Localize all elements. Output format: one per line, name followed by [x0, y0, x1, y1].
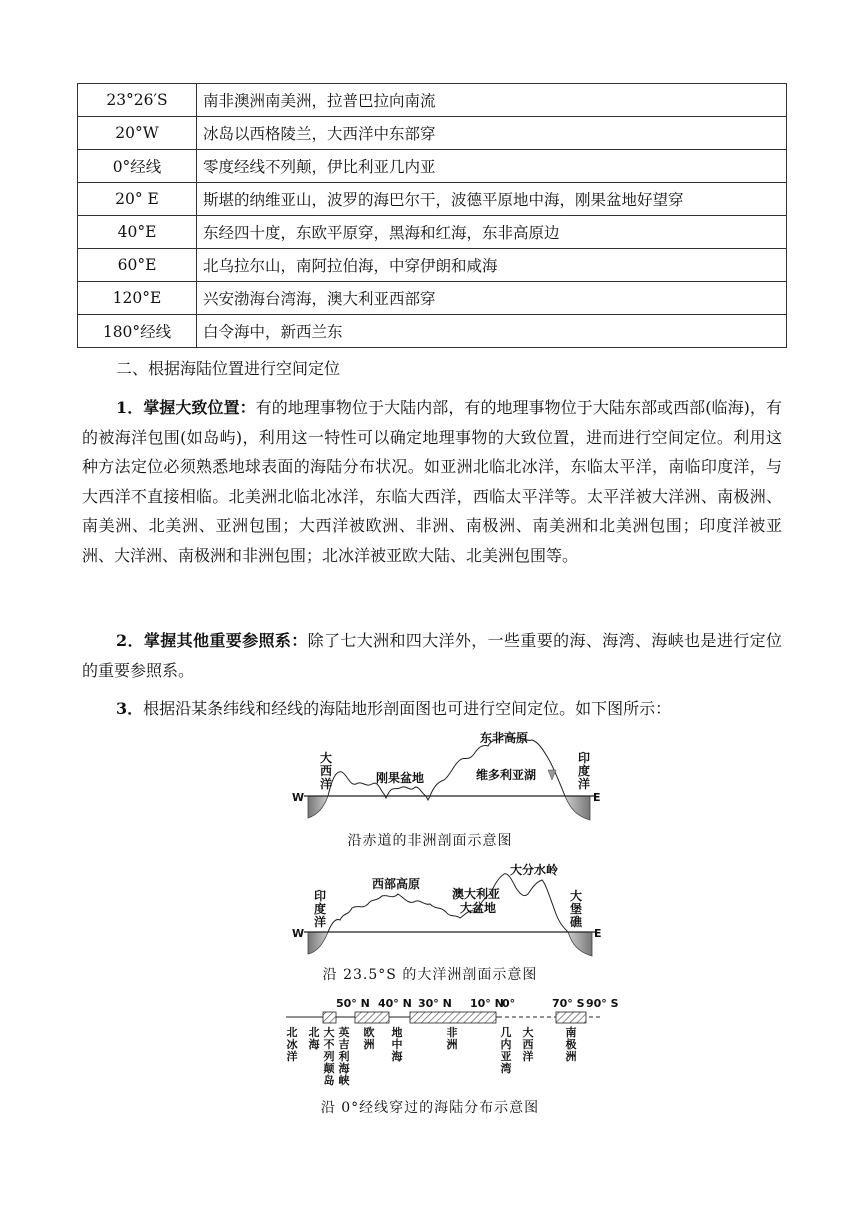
land-great-britain	[323, 1012, 336, 1023]
land-europe	[355, 1012, 389, 1023]
label-great-basin-2: 大盆地	[460, 901, 497, 915]
tick-40n: 40° N	[378, 997, 412, 1010]
table-row	[78, 282, 787, 315]
cell-line: 180°经线	[78, 315, 197, 348]
tick-30n: 30° N	[418, 997, 452, 1010]
region-label: 几内亚湾	[500, 1026, 512, 1075]
region-label: 地中海	[391, 1026, 403, 1063]
region-label: 欧洲	[363, 1026, 375, 1051]
left-ocean-shape	[308, 796, 328, 818]
cell-line: 20°W	[78, 117, 197, 150]
paragraph-1-bold: 掌握大致位置：	[143, 398, 256, 417]
table-row	[78, 84, 787, 117]
label-east: E	[593, 791, 601, 804]
figure-oceania-profile	[280, 858, 610, 968]
paragraph-1-number: 1．	[116, 398, 144, 417]
region-label: 大西洋	[522, 1026, 534, 1063]
label-great-dividing-range: 大分水岭	[510, 863, 559, 877]
paragraph-2	[82, 626, 782, 685]
figure-2-caption: 沿 23.5°S 的大洋洲剖面示意图	[322, 967, 538, 983]
paragraph-3-number: 3．	[116, 699, 144, 718]
tick-labels	[336, 997, 619, 1010]
paragraph-1-text: 有的地理事物位于大陆内部，有的地理事物位于大陆东部或西部(临海)，有的被海洋包围(如岛屿)，利用这一特性可以确定地理事物的大致位置，进而进行空间定位。利用这种方法定位必须熟悉地球表面的海陆分布状况。如亚洲北临北冰洋，东临太平洋，南临印度洋，与大西洋不直接相临。北美洲北临北冰洋，东临大西洋，西临太平洋等。太平洋被大洋洲、南极洲、南美洲、北美洲、亚洲包围；大西洋被欧洲、非洲、南极洲、南美洲和北美洲包围；印度洋被亚洲、大洋洲、南极洲和非洲包围；北冰洋被亚欧大陆、北美洲包围等。	[82, 398, 782, 565]
cell-description: 白令海中，新西兰东	[197, 315, 787, 348]
label-atlantic: 大西洋	[320, 751, 333, 791]
meridian-parallel-table	[77, 83, 787, 348]
cell-description: 冰岛以西格陵兰，大西洋中东部穿	[197, 117, 787, 150]
region-label: 南极洲	[565, 1026, 577, 1063]
region-label: 北海	[308, 1026, 320, 1051]
cell-line: 40°E	[78, 216, 197, 249]
label-great-barrier-reef: 大堡礁	[570, 889, 583, 929]
cell-line: 20° E	[78, 183, 197, 216]
paragraph-2-text: 除了七大洲和四大洋外，一些重要的海、海湾、海峡也是进行定位的重要参照系。	[82, 631, 782, 680]
table-row	[78, 249, 787, 282]
region-label: 非洲	[446, 1026, 458, 1051]
left-ocean-shape	[308, 932, 328, 954]
cell-description: 零度经线不列颠，伊比利亚几内亚	[197, 150, 787, 183]
figure-1-caption: 沿赤道的非洲剖面示意图	[347, 833, 513, 849]
land-antarctica	[556, 1012, 586, 1023]
cell-description: 南非澳洲南美洲，拉普巴拉向南流	[197, 84, 787, 117]
region-label: 北冰洋	[286, 1026, 298, 1063]
right-ocean-shape	[565, 796, 590, 820]
section-heading: 二、根据海陆位置进行空间定位	[116, 359, 341, 378]
lake-basin-shape	[548, 770, 556, 780]
cell-description: 北乌拉尔山，南阿拉伯海，中穿伊朗和咸海	[197, 249, 787, 282]
table-row	[78, 216, 787, 249]
paragraph-2-bold: 掌握其他重要参照系：	[143, 631, 308, 650]
figure-3-caption: 沿 0°经线穿过的海陆分布示意图	[320, 1100, 540, 1116]
label-east: E	[594, 927, 602, 940]
region-label: 英吉利海峡	[338, 1026, 350, 1087]
paragraph-1	[82, 393, 782, 570]
label-west: W	[292, 791, 305, 804]
cell-description: 斯堪的纳维亚山，波罗的海巴尔干，波德平原地中海，刚果盆地好望穿	[197, 183, 787, 216]
region-label: 大不列颠岛	[323, 1026, 335, 1087]
tick-0: 0°	[502, 997, 516, 1010]
cell-line: 23°26′S	[78, 84, 197, 117]
cell-description: 东经四十度，东欧平原穿，黑海和红海，东非高原边	[197, 216, 787, 249]
tick-90s: 90° S	[586, 997, 619, 1010]
right-ocean-shape	[568, 932, 592, 956]
tick-10n: 10° N	[470, 997, 504, 1010]
label-congo-basin: 刚果盆地	[376, 771, 425, 785]
table-row	[78, 183, 787, 216]
cell-line: 120°E	[78, 282, 197, 315]
tick-50n: 50° N	[336, 997, 370, 1010]
paragraph-3-text: 根据沿某条纬线和经线的海陆地形剖面图也可进行空间定位。如下图所示：	[143, 699, 672, 718]
label-indian-ocean: 印度洋	[314, 889, 327, 929]
cell-line: 0°经线	[78, 150, 197, 183]
cell-line: 60°E	[78, 249, 197, 282]
label-lake-victoria: 维多利亚湖	[476, 768, 537, 782]
figure-africa-equator-profile	[280, 724, 610, 829]
table-row	[78, 150, 787, 183]
cell-description: 兴安渤海台湾海，澳大利亚西部穿	[197, 282, 787, 315]
label-west: W	[292, 927, 305, 940]
region-labels	[286, 1025, 577, 1087]
table-row	[78, 117, 787, 150]
table-row	[78, 315, 787, 348]
paragraph-3	[82, 694, 782, 724]
land-africa	[410, 1012, 496, 1023]
tick-70s: 70° S	[552, 997, 585, 1010]
label-western-plateau: 西部高原	[372, 877, 421, 891]
label-great-basin-1: 澳大利亚	[452, 887, 501, 901]
figure-prime-meridian-distribution	[280, 994, 620, 1094]
terrain-profile	[328, 874, 568, 932]
label-indian-ocean: 印度洋	[578, 751, 591, 791]
paragraph-2-number: 2．	[116, 631, 144, 650]
label-east-african-plateau: 东非高原	[480, 731, 529, 745]
